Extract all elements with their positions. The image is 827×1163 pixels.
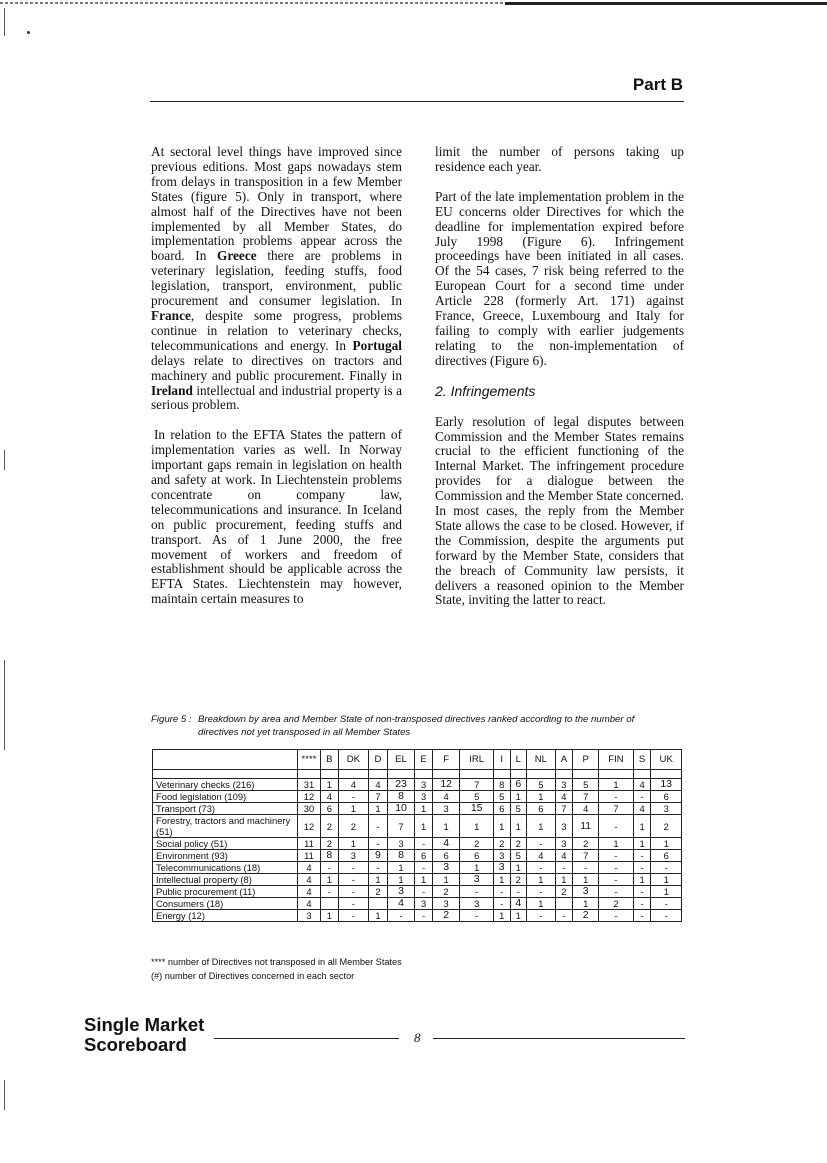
footer-title-line1: Single Market [84, 1014, 205, 1035]
figure-table [152, 749, 682, 922]
text-run: there are problems in veterinary legislation, feeding stuffs, food legislation, transport, environment, public procurement and consumer legislation. In [151, 248, 402, 309]
value-cell: 6 [460, 850, 494, 862]
footer-title [84, 1015, 204, 1055]
value-cell: 4 [555, 791, 573, 803]
spacer-cell [298, 770, 321, 779]
value-cell: 2 [493, 838, 510, 850]
value-cell: - [338, 862, 369, 874]
value-cell: - [633, 910, 651, 922]
value-cell: 4 [633, 803, 651, 815]
table-row [153, 850, 682, 862]
value-cell: 1 [573, 898, 599, 910]
value-cell: 1 [415, 874, 433, 886]
value-cell: 1 [493, 815, 510, 838]
value-cell: 1 [510, 862, 527, 874]
value-cell: 7 [369, 791, 388, 803]
value-cell: 1 [555, 874, 573, 886]
header-cell: D [369, 750, 388, 770]
country-name: France [151, 307, 191, 323]
value-cell: 3 [387, 886, 415, 898]
value-cell: 23 [387, 779, 415, 791]
value-cell: 1 [527, 898, 556, 910]
value-cell: 8 [321, 850, 339, 862]
paragraph-sectoral [151, 145, 402, 413]
spacer-cell [633, 770, 651, 779]
total-cell: 4 [298, 874, 321, 886]
value-cell: - [599, 874, 634, 886]
value-cell: 1 [432, 815, 459, 838]
value-cell: 7 [555, 803, 573, 815]
total-cell: 11 [298, 838, 321, 850]
value-cell: 4 [432, 791, 459, 803]
value-cell: - [415, 862, 433, 874]
value-cell: 2 [573, 838, 599, 850]
value-cell: 3 [387, 838, 415, 850]
value-cell [555, 898, 573, 910]
value-cell: 1 [527, 815, 556, 838]
header-cell: S [633, 750, 651, 770]
sector-cell: Forestry, tractors and machinery (51) [153, 815, 298, 838]
value-cell: 1 [651, 838, 682, 850]
value-cell: 6 [651, 791, 682, 803]
scan-margin-mark [4, 1080, 5, 1110]
table-row [153, 898, 682, 910]
value-cell: 4 [369, 779, 388, 791]
value-cell: 15 [460, 803, 494, 815]
scan-top-border-dark [505, 2, 827, 5]
right-column [435, 145, 684, 623]
value-cell: 1 [387, 862, 415, 874]
header-cell: L [510, 750, 527, 770]
value-cell: 3 [415, 791, 433, 803]
value-cell: 1 [510, 910, 527, 922]
value-cell: 2 [321, 838, 339, 850]
value-cell: - [510, 886, 527, 898]
value-cell: 6 [493, 803, 510, 815]
figure-caption-line1: Breakdown by area and Member State of non-transposed directives ranked according to the number of [198, 714, 635, 725]
value-cell: 1 [369, 874, 388, 886]
value-cell: - [633, 862, 651, 874]
value-cell: 1 [321, 779, 339, 791]
sector-cell: Food legislation (109) [153, 791, 298, 803]
value-cell: 2 [321, 815, 339, 838]
value-cell: - [493, 886, 510, 898]
spacer-cell [555, 770, 573, 779]
total-cell: 12 [298, 791, 321, 803]
value-cell: 11 [573, 815, 599, 838]
paragraph-efta: In relation to the EFTA States the pattern of implementation varies as well. In Norway important gaps remain in legislation on health and safety at work. In Liechtenstein problems concentrate on company law, telecommunications and insurance. In Iceland on public procurement, feeding stuffs and transport. As of 1 June 2000, the free movement of workers and freedom of establishment should be applicable across the EFTA States. Liechtenstein may however, maintain certain measures to [151, 427, 402, 607]
table-row [153, 910, 682, 922]
sector-cell: Environment (93) [153, 850, 298, 862]
scan-margin-mark [4, 660, 5, 750]
total-cell: 4 [298, 898, 321, 910]
spacer-cell [338, 770, 369, 779]
header-cell: UK [651, 750, 682, 770]
table-row [153, 874, 682, 886]
footer-rule [433, 1038, 685, 1039]
value-cell: 5 [510, 850, 527, 862]
value-cell: - [599, 886, 634, 898]
value-cell: 1 [369, 803, 388, 815]
value-cell: 1 [493, 910, 510, 922]
value-cell: 4 [510, 898, 527, 910]
table-row [153, 803, 682, 815]
value-cell: 2 [599, 898, 634, 910]
value-cell: 2 [510, 874, 527, 886]
value-cell: 5 [510, 803, 527, 815]
total-cell: 12 [298, 815, 321, 838]
value-cell: - [338, 910, 369, 922]
value-cell: 1 [338, 803, 369, 815]
value-cell: - [527, 886, 556, 898]
header-cell: P [573, 750, 599, 770]
table-row [153, 886, 682, 898]
value-cell: 4 [432, 838, 459, 850]
value-cell: - [493, 898, 510, 910]
value-cell: 1 [321, 910, 339, 922]
value-cell: - [338, 886, 369, 898]
value-cell: 4 [338, 779, 369, 791]
value-cell: 1 [573, 874, 599, 886]
scan-margin-mark [4, 450, 5, 470]
value-cell: 1 [432, 874, 459, 886]
value-cell: 6 [415, 850, 433, 862]
value-cell: - [338, 874, 369, 886]
spacer-cell [527, 770, 556, 779]
value-cell: - [527, 862, 556, 874]
header-cell: IRL [460, 750, 494, 770]
value-cell: - [599, 862, 634, 874]
header-cell: A [555, 750, 573, 770]
total-cell: 4 [298, 862, 321, 874]
value-cell: 4 [633, 779, 651, 791]
header-cell: B [321, 750, 339, 770]
value-cell: 1 [369, 910, 388, 922]
text-run: delays relate to directives on tractors and machinery and public procurement. Finally in [151, 352, 402, 383]
table-row [153, 862, 682, 874]
sector-cell: Intellectual property (8) [153, 874, 298, 886]
value-cell: - [573, 862, 599, 874]
sector-cell: Energy (12) [153, 910, 298, 922]
value-cell: 3 [555, 838, 573, 850]
value-cell: 3 [460, 898, 494, 910]
scan-dot [27, 31, 30, 34]
value-cell: 1 [321, 874, 339, 886]
sector-cell: Veterinary checks (216) [153, 779, 298, 791]
value-cell: 2 [432, 886, 459, 898]
value-cell: - [555, 910, 573, 922]
figure-label: Figure 5 : [151, 714, 192, 725]
value-cell: 2 [510, 838, 527, 850]
header-cell-sector [153, 750, 298, 770]
sector-cell: Public procurement (11) [153, 886, 298, 898]
value-cell: 6 [651, 850, 682, 862]
paragraph-limit: limit the number of persons taking up residence each year. [435, 144, 684, 174]
value-cell: 1 [651, 886, 682, 898]
page-number: 8 [414, 1030, 421, 1045]
value-cell: 5 [460, 791, 494, 803]
value-cell: 4 [387, 898, 415, 910]
value-cell: 3 [415, 898, 433, 910]
value-cell: 5 [527, 779, 556, 791]
value-cell: 1 [415, 803, 433, 815]
value-cell: - [599, 850, 634, 862]
part-label: Part B [632, 75, 683, 94]
value-cell: 1 [633, 815, 651, 838]
value-cell: - [651, 898, 682, 910]
value-cell: - [321, 886, 339, 898]
header-cell: F [432, 750, 459, 770]
country-name: Greece [217, 248, 257, 264]
value-cell: 4 [321, 791, 339, 803]
table-row [153, 838, 682, 850]
value-cell: 12 [432, 779, 459, 791]
value-cell: 4 [555, 850, 573, 862]
table-row [153, 815, 682, 838]
value-cell: 1 [527, 791, 556, 803]
value-cell: 5 [493, 791, 510, 803]
value-cell: 1 [387, 874, 415, 886]
value-cell: 1 [651, 874, 682, 886]
spacer-cell [493, 770, 510, 779]
value-cell: 3 [415, 779, 433, 791]
value-cell: - [415, 838, 433, 850]
table-row [153, 779, 682, 791]
value-cell: 3 [432, 898, 459, 910]
value-cell: 6 [510, 779, 527, 791]
paragraph-infringements: Early resolution of legal disputes between Commission and the Member States remains crucial to the efficient functioning of the Internal Market. The infringement procedure provides for a dialogue between the Commission and the Member State concerned. In most cases, the reply from the Member State allows the case to be closed. However, if the Commission, despite the arguments put forward by the Member State, considers that the breach of Community law persists, it delivers a reasoned opinion to the Member State, inviting the latter to react. [435, 413, 684, 608]
total-cell: 30 [298, 803, 321, 815]
value-cell: 1 [527, 874, 556, 886]
header-cell: DK [338, 750, 369, 770]
value-cell: 1 [633, 838, 651, 850]
value-cell: - [633, 886, 651, 898]
value-cell: 5 [573, 779, 599, 791]
header-cell: **** [298, 750, 321, 770]
spacer-cell [415, 770, 433, 779]
value-cell: 1 [338, 838, 369, 850]
total-cell: 4 [298, 886, 321, 898]
figure-caption [151, 713, 691, 739]
country-name: Portugal [352, 337, 402, 353]
spacer-cell [460, 770, 494, 779]
spacer-cell [321, 770, 339, 779]
footnote-count: (#) number of Directives concerned in each sector [151, 971, 355, 981]
value-cell: 4 [527, 850, 556, 862]
value-cell: 7 [460, 779, 494, 791]
value-cell: 1 [493, 874, 510, 886]
footer-rule [214, 1038, 399, 1039]
value-cell: - [369, 862, 388, 874]
header-cell: FIN [599, 750, 634, 770]
value-cell: 3 [651, 803, 682, 815]
value-cell: 1 [510, 815, 527, 838]
value-cell: 2 [432, 910, 459, 922]
value-cell: - [633, 791, 651, 803]
left-column [151, 145, 402, 622]
spacer-cell [599, 770, 634, 779]
value-cell: - [321, 862, 339, 874]
header-cell: I [493, 750, 510, 770]
value-cell: - [460, 910, 494, 922]
value-cell: 7 [387, 815, 415, 838]
value-cell: - [369, 838, 388, 850]
value-cell: - [387, 910, 415, 922]
value-cell: 2 [573, 910, 599, 922]
value-cell: 3 [573, 886, 599, 898]
footnote-total: **** number of Directives not transposed in all Member States [151, 957, 402, 967]
value-cell: - [338, 791, 369, 803]
value-cell: 1 [599, 779, 634, 791]
country-name: Ireland [151, 382, 193, 398]
value-cell: 3 [555, 815, 573, 838]
value-cell: 13 [651, 779, 682, 791]
value-cell: 6 [432, 850, 459, 862]
value-cell: 3 [338, 850, 369, 862]
header-cell: NL [527, 750, 556, 770]
value-cell: 6 [321, 803, 339, 815]
value-cell: 10 [387, 803, 415, 815]
value-cell: - [338, 898, 369, 910]
value-cell: - [651, 910, 682, 922]
value-cell: 8 [493, 779, 510, 791]
section-heading-infringements: 2. Infringements [435, 382, 536, 399]
value-cell: - [415, 886, 433, 898]
value-cell: 7 [573, 791, 599, 803]
figure-caption-line2: directives not yet transposed in all Member States [198, 727, 411, 738]
value-cell: 3 [493, 862, 510, 874]
text-run: At sectoral level things have improved since previous editions. Most gaps nowadays stem from delays in transposition in a few Member States (figure 5). Only in transport, where almost half of the Directives have not been implemented by all Member States, do implementation problems appear across the board. In [151, 144, 402, 264]
value-cell: 2 [651, 815, 682, 838]
spacer-cell [153, 770, 298, 779]
table-header-row [153, 750, 682, 770]
value-cell: - [651, 862, 682, 874]
total-cell: 31 [298, 779, 321, 791]
value-cell [369, 898, 388, 910]
table-spacer-row [153, 770, 682, 779]
sector-cell: Telecommunications (18) [153, 862, 298, 874]
value-cell: 3 [555, 779, 573, 791]
spacer-cell [573, 770, 599, 779]
text-run: , despite some progress, problems continue in relation to veterinary checks, telecommunications and energy. In [151, 307, 402, 353]
value-cell: 9 [369, 850, 388, 862]
footer-title-line2: Scoreboard [84, 1034, 187, 1055]
value-cell: 1 [415, 815, 433, 838]
paragraph-late-implementation: Part of the late implementation problem in the EU concerns older Directives for which the deadline for implementation expired before July 1998 (Figure 6). Infringement proceedings have been initiated in all cases. Of the 54 cases, 7 risk being referred to the European Court for a second time under Article 228 (formerly Art. 171) against France, Greece, Luxembourg and Italy for failing to comply with earlier judgements relating to the non-implementation of directives (Figure 6). [435, 188, 684, 368]
value-cell: - [633, 898, 651, 910]
value-cell: 7 [573, 850, 599, 862]
value-cell: - [599, 815, 634, 838]
value-cell: 1 [460, 862, 494, 874]
value-cell: 2 [338, 815, 369, 838]
value-cell: - [460, 886, 494, 898]
value-cell: 8 [387, 850, 415, 862]
value-cell [321, 898, 339, 910]
table-row [153, 791, 682, 803]
figure-footnotes [151, 955, 402, 983]
header-rule [150, 101, 684, 102]
value-cell: 3 [460, 874, 494, 886]
sector-cell: Consumers (18) [153, 898, 298, 910]
value-cell: 6 [527, 803, 556, 815]
value-cell: - [527, 910, 556, 922]
value-cell: - [555, 862, 573, 874]
sector-cell: Transport (73) [153, 803, 298, 815]
value-cell: 1 [633, 874, 651, 886]
value-cell: - [415, 910, 433, 922]
value-cell: 8 [387, 791, 415, 803]
scan-margin-mark [4, 8, 5, 36]
total-cell: 3 [298, 910, 321, 922]
header-cell: EL [387, 750, 415, 770]
value-cell: - [633, 850, 651, 862]
value-cell: 2 [460, 838, 494, 850]
value-cell: 2 [369, 886, 388, 898]
value-cell: - [599, 791, 634, 803]
value-cell: - [599, 910, 634, 922]
value-cell: 3 [493, 850, 510, 862]
value-cell: - [369, 815, 388, 838]
value-cell: 3 [432, 862, 459, 874]
sector-cell: Social policy (51) [153, 838, 298, 850]
value-cell: 2 [555, 886, 573, 898]
text-run: intellectual and industrial property is a serious problem. [151, 382, 402, 413]
value-cell: 3 [432, 803, 459, 815]
total-cell: 11 [298, 850, 321, 862]
value-cell: 4 [573, 803, 599, 815]
value-cell: 1 [510, 791, 527, 803]
value-cell: 1 [599, 838, 634, 850]
value-cell: 7 [599, 803, 634, 815]
header-cell: E [415, 750, 433, 770]
value-cell: - [527, 838, 556, 850]
spacer-cell [369, 770, 388, 779]
value-cell: 1 [460, 815, 494, 838]
